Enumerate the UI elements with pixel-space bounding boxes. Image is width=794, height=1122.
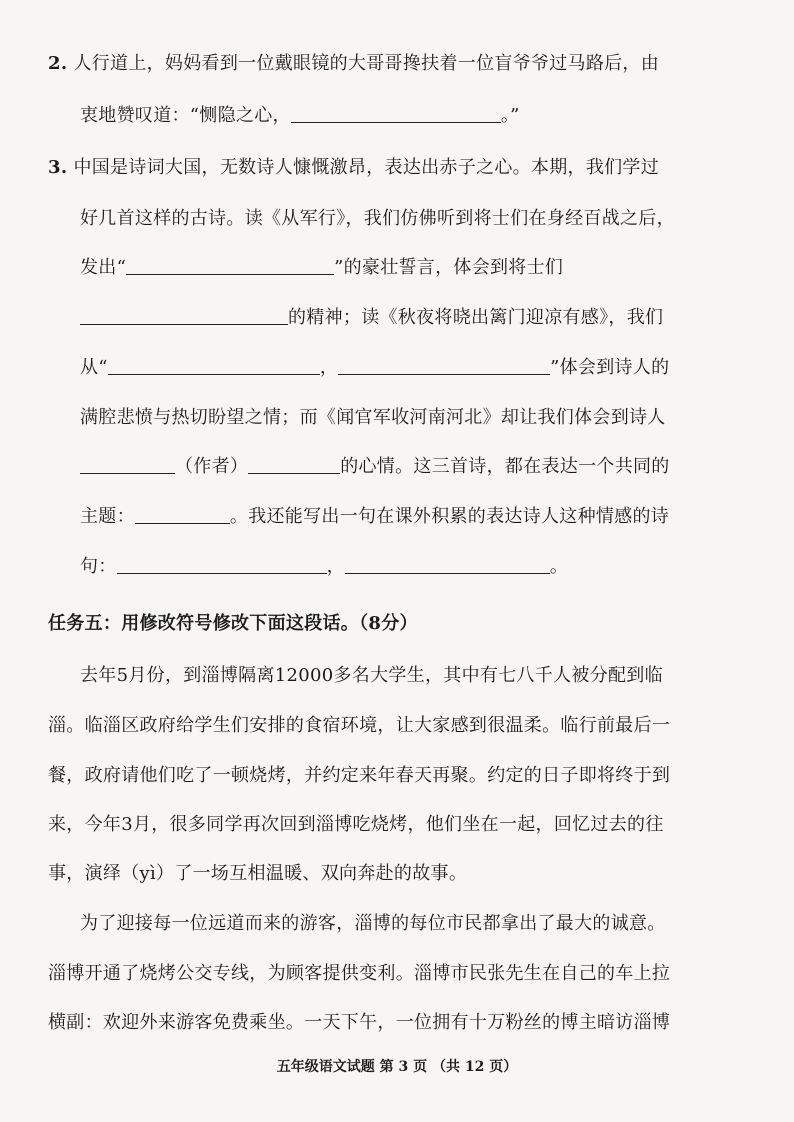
- task-5-heading: 任务五：用修改符号修改下面这段话。（8分）: [48, 613, 418, 634]
- question-3-text-5b: ，: [319, 357, 339, 378]
- answer-blank[interactable]: [108, 356, 320, 375]
- passage-line: 横副：欢迎外来游客免费乘坐。一天下午，一位拥有十万粉丝的博主暗访淄博: [48, 1012, 671, 1033]
- question-3-line-9: [80, 555, 568, 579]
- question-3-text-8a: 主题：: [80, 506, 135, 527]
- question-3-line-6: [80, 406, 666, 430]
- question-2-text-2-end: 。”: [500, 105, 520, 126]
- passage-line: 事，演绎（yì）了一场互相温暖、双向奔赴的故事。: [48, 863, 468, 884]
- question-3-line-7: [80, 455, 670, 479]
- answer-blank[interactable]: [345, 555, 550, 574]
- question-3-line-5: [80, 356, 669, 380]
- question-3-line-2: [80, 207, 675, 231]
- question-2-number: 2.: [48, 53, 68, 74]
- question-2-line-1: [48, 52, 659, 76]
- question-3-text-3b: ”的豪壮誓言，体会到将士们: [334, 257, 564, 278]
- question-3-text-9a: 句：: [80, 556, 117, 577]
- answer-blank[interactable]: [80, 455, 175, 474]
- question-3-text-7b: （作者）: [175, 456, 249, 477]
- question-3-line-4: [80, 306, 663, 330]
- answer-blank[interactable]: [135, 505, 230, 524]
- question-3-text-1: 中国是诗词大国，无数诗人慷慨激昂，表达出赤子之心。本期，我们学过: [73, 157, 660, 178]
- question-3-line-8: [80, 505, 669, 529]
- answer-blank[interactable]: [291, 104, 501, 123]
- question-3-number: 3.: [48, 157, 68, 178]
- question-2-text-1: 人行道上，妈妈看到一位戴眼镜的大哥哥搀扶着一位盲爷爷过马路后，由: [73, 53, 660, 74]
- answer-blank[interactable]: [338, 356, 550, 375]
- question-3-text-3a: 发出“: [80, 257, 127, 278]
- question-3-text-5c: ”体会到诗人的: [550, 357, 670, 378]
- question-2-text-2: 衷地赞叹道：“恻隐之心，: [80, 105, 291, 126]
- question-2-line-2: [80, 104, 520, 128]
- passage-line: 去年5月份，到淄博隔离12000多名大学生，其中有七八千人被分配到临: [80, 665, 663, 686]
- question-3-text-9c: 。: [549, 556, 569, 577]
- passage-line: 淄。临淄区政府给学生们安排的食宿环境，让大家感到很温柔。临行前最后一: [48, 715, 671, 736]
- question-3-text-9b: ，: [326, 556, 345, 577]
- question-3-text-8b: 。我还能写出一句在课外积累的表达诗人这种情感的诗: [229, 506, 670, 527]
- answer-blank[interactable]: [117, 555, 327, 574]
- question-3-line-3: [80, 256, 563, 280]
- passage-line: 淄博开通了烧烤公交专线，为顾客提供变利。淄博市民张先生在自己的车上拉: [48, 963, 671, 984]
- page-footer: 五年级语文试题 第 3 页 （共 12 页）: [276, 1059, 518, 1075]
- answer-blank[interactable]: [126, 256, 334, 275]
- passage-line: 来，今年3月，很多同学再次回到淄博吃烧烤，他们坐在一起，回忆过去的往: [48, 814, 664, 835]
- passage-line: 为了迎接每一位远道而来的游客，淄博的每位市民都拿出了最大的诚意。: [80, 913, 666, 934]
- answer-blank[interactable]: [80, 306, 288, 325]
- question-3-text-6: 满腔悲愤与热切盼望之情；而《闻官军收河南河北》却让我们体会到诗人: [80, 407, 666, 428]
- passage-line: 餐，政府请他们吃了一顿烧烤，并约定来年春天再聚。约定的日子即将终于到: [48, 765, 671, 786]
- answer-blank[interactable]: [248, 455, 340, 474]
- question-3-text-4: 的精神；读《秋夜将晓出篱门迎凉有感》，我们: [288, 307, 664, 328]
- question-3-text-7d: 的心情。这三首诗，都在表达一个共同的: [340, 456, 670, 477]
- question-3-text-2: 好几首这样的古诗。读《从军行》，我们仿佛听到将士们在身经百战之后，: [80, 208, 675, 229]
- question-3-line-1: [48, 156, 659, 180]
- question-3-text-5a: 从“: [80, 357, 108, 378]
